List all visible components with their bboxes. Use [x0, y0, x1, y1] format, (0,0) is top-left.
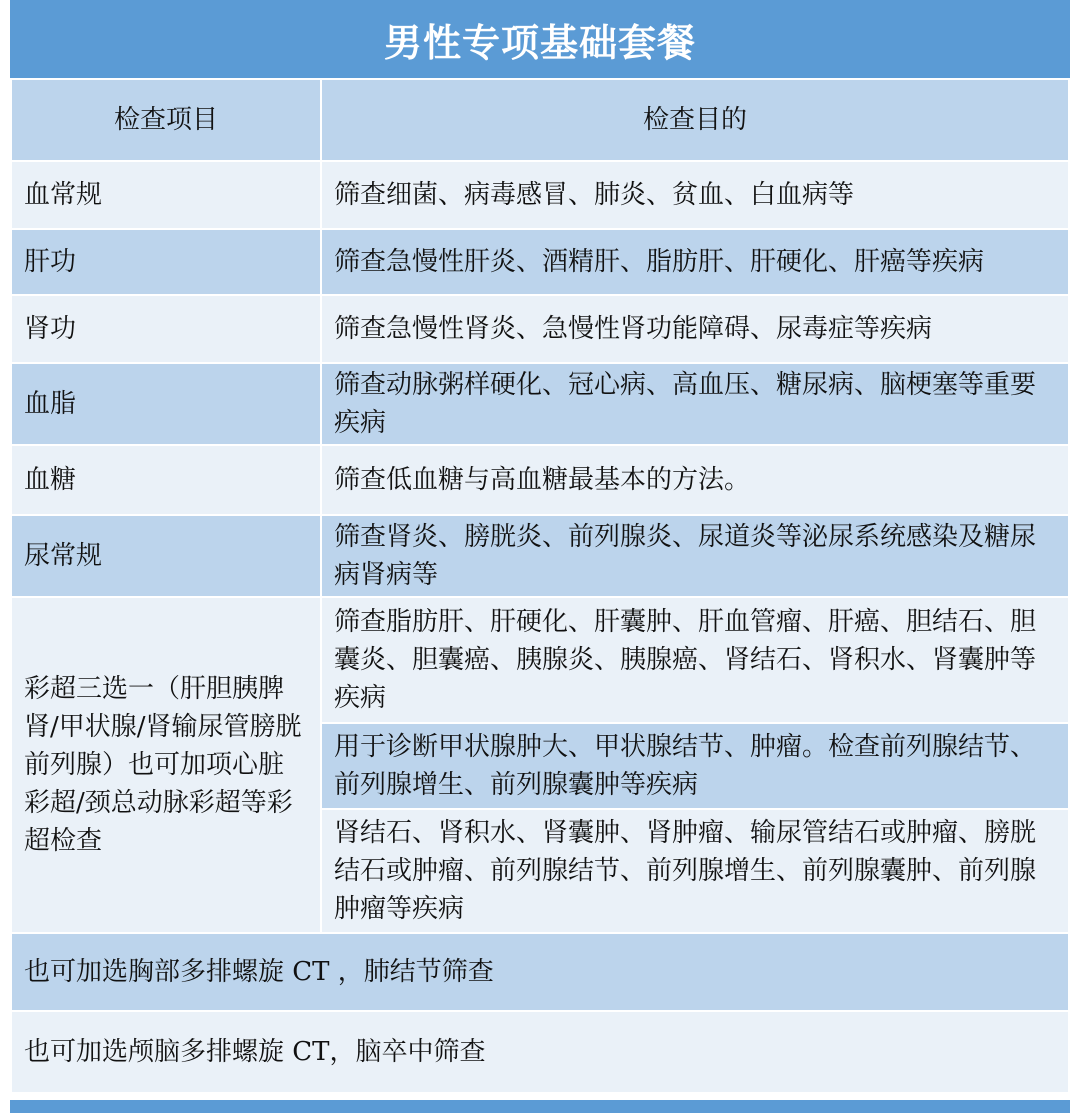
note-row: [11, 1011, 1069, 1093]
ultrasound-purpose-liver: 筛查脂肪肝、肝硬化、肝囊肿、肝血管瘤、肝癌、胆结石、胆囊炎、胆囊癌、胰腺炎、胰腺癌、肾结石、肾积水、肾囊肿等疾病: [321, 597, 1069, 723]
ultrasound-purpose-kidney: 肾结石、肾积水、肾囊肿、肾肿瘤、输尿管结石或肿瘤、膀胱结石或肿瘤、前列腺结节、前列腺增生、前列腺囊肿、前列腺肿瘤等疾病: [321, 809, 1069, 933]
row-item: 肝功: [11, 229, 321, 295]
table-row: [11, 597, 1069, 723]
header-purpose: 检查目的: [321, 79, 1069, 161]
ultrasound-purpose-thyroid: 用于诊断甲状腺肿大、甲状腺结节、肿瘤。检查前列腺结节、前列腺增生、前列腺囊肿等疾病: [321, 723, 1069, 809]
row-purpose: 筛查急慢性肝炎、酒精肝、脂肪肝、肝硬化、肝癌等疾病: [321, 229, 1069, 295]
bottom-bar: [10, 1100, 1070, 1113]
package-table: [10, 78, 1070, 1094]
table-row: [11, 363, 1069, 445]
note-row: [11, 933, 1069, 1011]
row-item: 血脂: [11, 363, 321, 445]
title-bar: [10, 0, 1070, 78]
page-title: 男性专项基础套餐: [383, 19, 696, 65]
row-purpose: 筛查低血糖与高血糖最基本的方法。: [321, 445, 1069, 515]
row-purpose: 筛查动脉粥样硬化、冠心病、高血压、糖尿病、脑梗塞等重要疾病: [321, 363, 1069, 445]
header-item: 检查项目: [11, 79, 321, 161]
header-row: [11, 79, 1069, 161]
table-row: [11, 229, 1069, 295]
note-brain-ct: 也可加选颅脑多排螺旋 CT，脑卒中筛查: [11, 1011, 1069, 1093]
row-purpose: 筛查细菌、病毒感冒、肺炎、贫血、白血病等: [321, 161, 1069, 229]
row-item: 肾功: [11, 295, 321, 363]
note-chest-ct: 也可加选胸部多排螺旋 CT ，肺结节筛查: [11, 933, 1069, 1011]
row-purpose: 筛查肾炎、膀胱炎、前列腺炎、尿道炎等泌尿系统感染及糖尿病肾病等: [321, 515, 1069, 597]
row-purpose: 筛查急慢性肾炎、急慢性肾功能障碍、尿毒症等疾病: [321, 295, 1069, 363]
row-item: 尿常规: [11, 515, 321, 597]
row-item: 血常规: [11, 161, 321, 229]
table-row: [11, 445, 1069, 515]
ultrasound-item: 彩超三选一（肝胆胰脾肾/甲状腺/肾输尿管膀胱前列腺）也可加项心脏彩超/颈总动脉彩超等彩超检查: [11, 597, 321, 933]
table-row: [11, 295, 1069, 363]
table-row: [11, 161, 1069, 229]
table-row: [11, 515, 1069, 597]
row-item: 血糖: [11, 445, 321, 515]
